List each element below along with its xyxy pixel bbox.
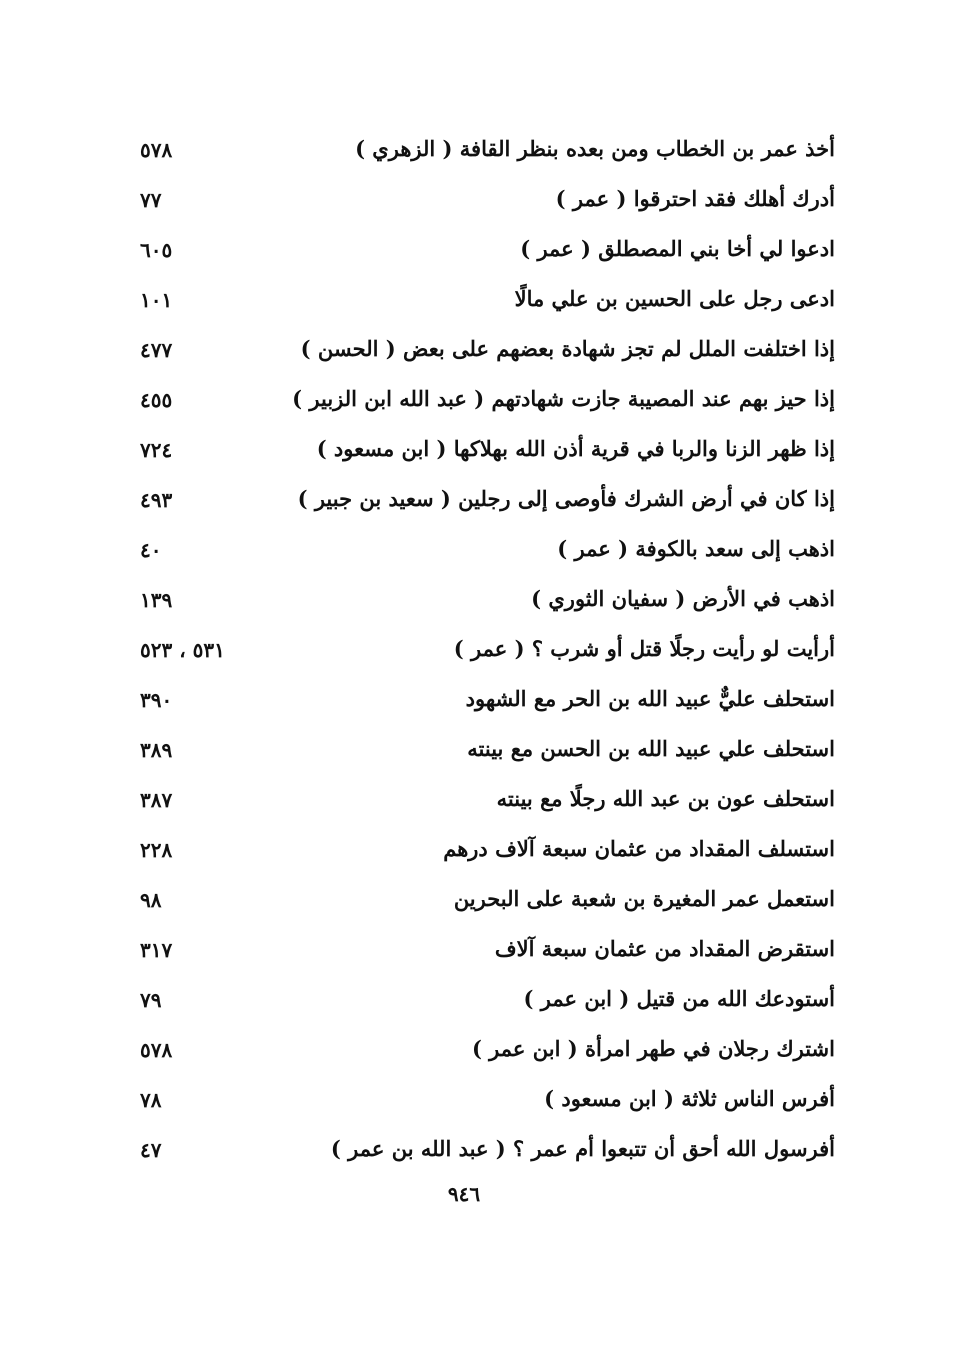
entry-text: أستودعك الله من قتيل ( ابن عمر ) xyxy=(523,986,835,1011)
index-entry xyxy=(130,680,835,730)
entry-page-reference: ٤٥٥ xyxy=(140,388,173,412)
entry-page-reference: ٩٨ xyxy=(140,888,162,912)
entry-text: اشترك رجلان في طهر امرأة ( ابن عمر ) xyxy=(471,1036,835,1061)
entry-page-reference: ٣١٧ xyxy=(140,938,173,962)
entry-page-reference: ٧٢٤ xyxy=(140,438,173,462)
index-entry xyxy=(130,880,835,930)
entry-text: استعمل عمر المغيرة بن شعبة على البحرين xyxy=(453,886,835,911)
index-entry xyxy=(130,780,835,830)
entry-page-reference: ٣٨٩ xyxy=(140,738,173,762)
entry-text: إذا اختلفت الملل لم تجز شهادة بعضهم على بعض ( الحسن ) xyxy=(300,336,835,361)
entry-page-reference: ٢٢٨ xyxy=(140,838,173,862)
index-entry xyxy=(130,230,835,280)
entry-text: استحلف عليٌّ عبيد الله بن الحر مع الشهود xyxy=(465,686,835,711)
index-entry xyxy=(130,530,835,580)
index-entry xyxy=(130,830,835,880)
index-entry xyxy=(130,930,835,980)
entry-page-reference: ٣٨٧ xyxy=(140,788,173,812)
entry-text: ادعى رجل على الحسين بن علي مالًا xyxy=(514,286,835,311)
entry-page-reference: ٥٧٨ xyxy=(140,138,173,162)
entry-text: أخذ عمر بن الخطاب ومن بعده بنظر القافة ( الزهري ) xyxy=(355,136,835,161)
entry-text: أفرسول الله أحق أن تتبعوا أم عمر ؟ ( عبد الله بن عمر ) xyxy=(330,1136,835,1161)
entry-page-reference: ٤٩٣ xyxy=(140,488,173,512)
index-list xyxy=(130,130,835,1180)
page-number: ٩٤٦ xyxy=(447,1182,481,1206)
index-entry xyxy=(130,980,835,1030)
entry-page-reference: ٧٧ xyxy=(140,188,162,212)
entry-page-reference: ١٠١ xyxy=(140,288,173,312)
entry-text: أرأيت لو رأيت رجلًا قتل أو شرب ؟ ( عمر ) xyxy=(453,636,835,661)
index-entry xyxy=(130,430,835,480)
entry-text: استقرض المقداد من عثمان سبعة آلاف xyxy=(494,936,835,961)
entry-text: استحلف علي عبيد الله بن الحسن مع بينته xyxy=(467,736,835,761)
index-entry xyxy=(130,130,835,180)
entry-text: ادعوا لي أخا بني المصطلق ( عمر ) xyxy=(520,236,835,261)
entry-text: استسلف المقداد من عثمان سبعة آلاف درهم xyxy=(443,836,835,861)
entry-text: اذهب في الأرض ( سفيان الثوري ) xyxy=(531,586,835,611)
index-entry xyxy=(130,380,835,430)
entry-page-reference: ٤٠ xyxy=(140,538,162,562)
index-entry xyxy=(130,330,835,380)
index-entry xyxy=(130,730,835,780)
index-entry xyxy=(130,630,835,680)
index-entry xyxy=(130,580,835,630)
entry-page-reference: ٥٧٨ xyxy=(140,1038,173,1062)
entry-text: أفرس الناس ثلاثة ( ابن مسعود ) xyxy=(544,1086,835,1111)
entry-text: إذا كان في أرض الشرك فأوصى إلى رجلين ( سعيد بن جبير ) xyxy=(297,486,835,511)
index-entry xyxy=(130,1080,835,1130)
entry-page-reference: ٥٣١ ، ٥٢٣ xyxy=(140,638,225,662)
entry-text: اذهب إلى سعد بالكوفة ( عمر ) xyxy=(557,536,835,561)
index-entry xyxy=(130,1130,835,1180)
entry-text: أدرك أهلك فقد احترقوا ( عمر ) xyxy=(555,186,835,211)
index-entry xyxy=(130,480,835,530)
entry-page-reference: ٦٠٥ xyxy=(140,238,173,262)
entry-page-reference: ٤٧ xyxy=(140,1138,162,1162)
entry-page-reference: ٧٨ xyxy=(140,1088,162,1112)
entry-text: إذا حيز بهم عند المصيبة جازت شهادتهم ( عبد الله ابن الزبير ) xyxy=(292,386,835,411)
entry-page-reference: ٤٧٧ xyxy=(140,338,173,362)
entry-text: استحلف عون بن عبد الله رجلًا مع بينته xyxy=(496,786,835,811)
index-entry xyxy=(130,180,835,230)
index-entry xyxy=(130,280,835,330)
entry-page-reference: ١٣٩ xyxy=(140,588,173,612)
index-entry xyxy=(130,1030,835,1080)
entry-text: إذا ظهر الزنا والربا في قرية أذن الله بهلاكها ( ابن مسعود ) xyxy=(316,436,835,461)
entry-page-reference: ٧٩ xyxy=(140,988,162,1012)
entry-page-reference: ٣٩٠ xyxy=(140,688,173,712)
